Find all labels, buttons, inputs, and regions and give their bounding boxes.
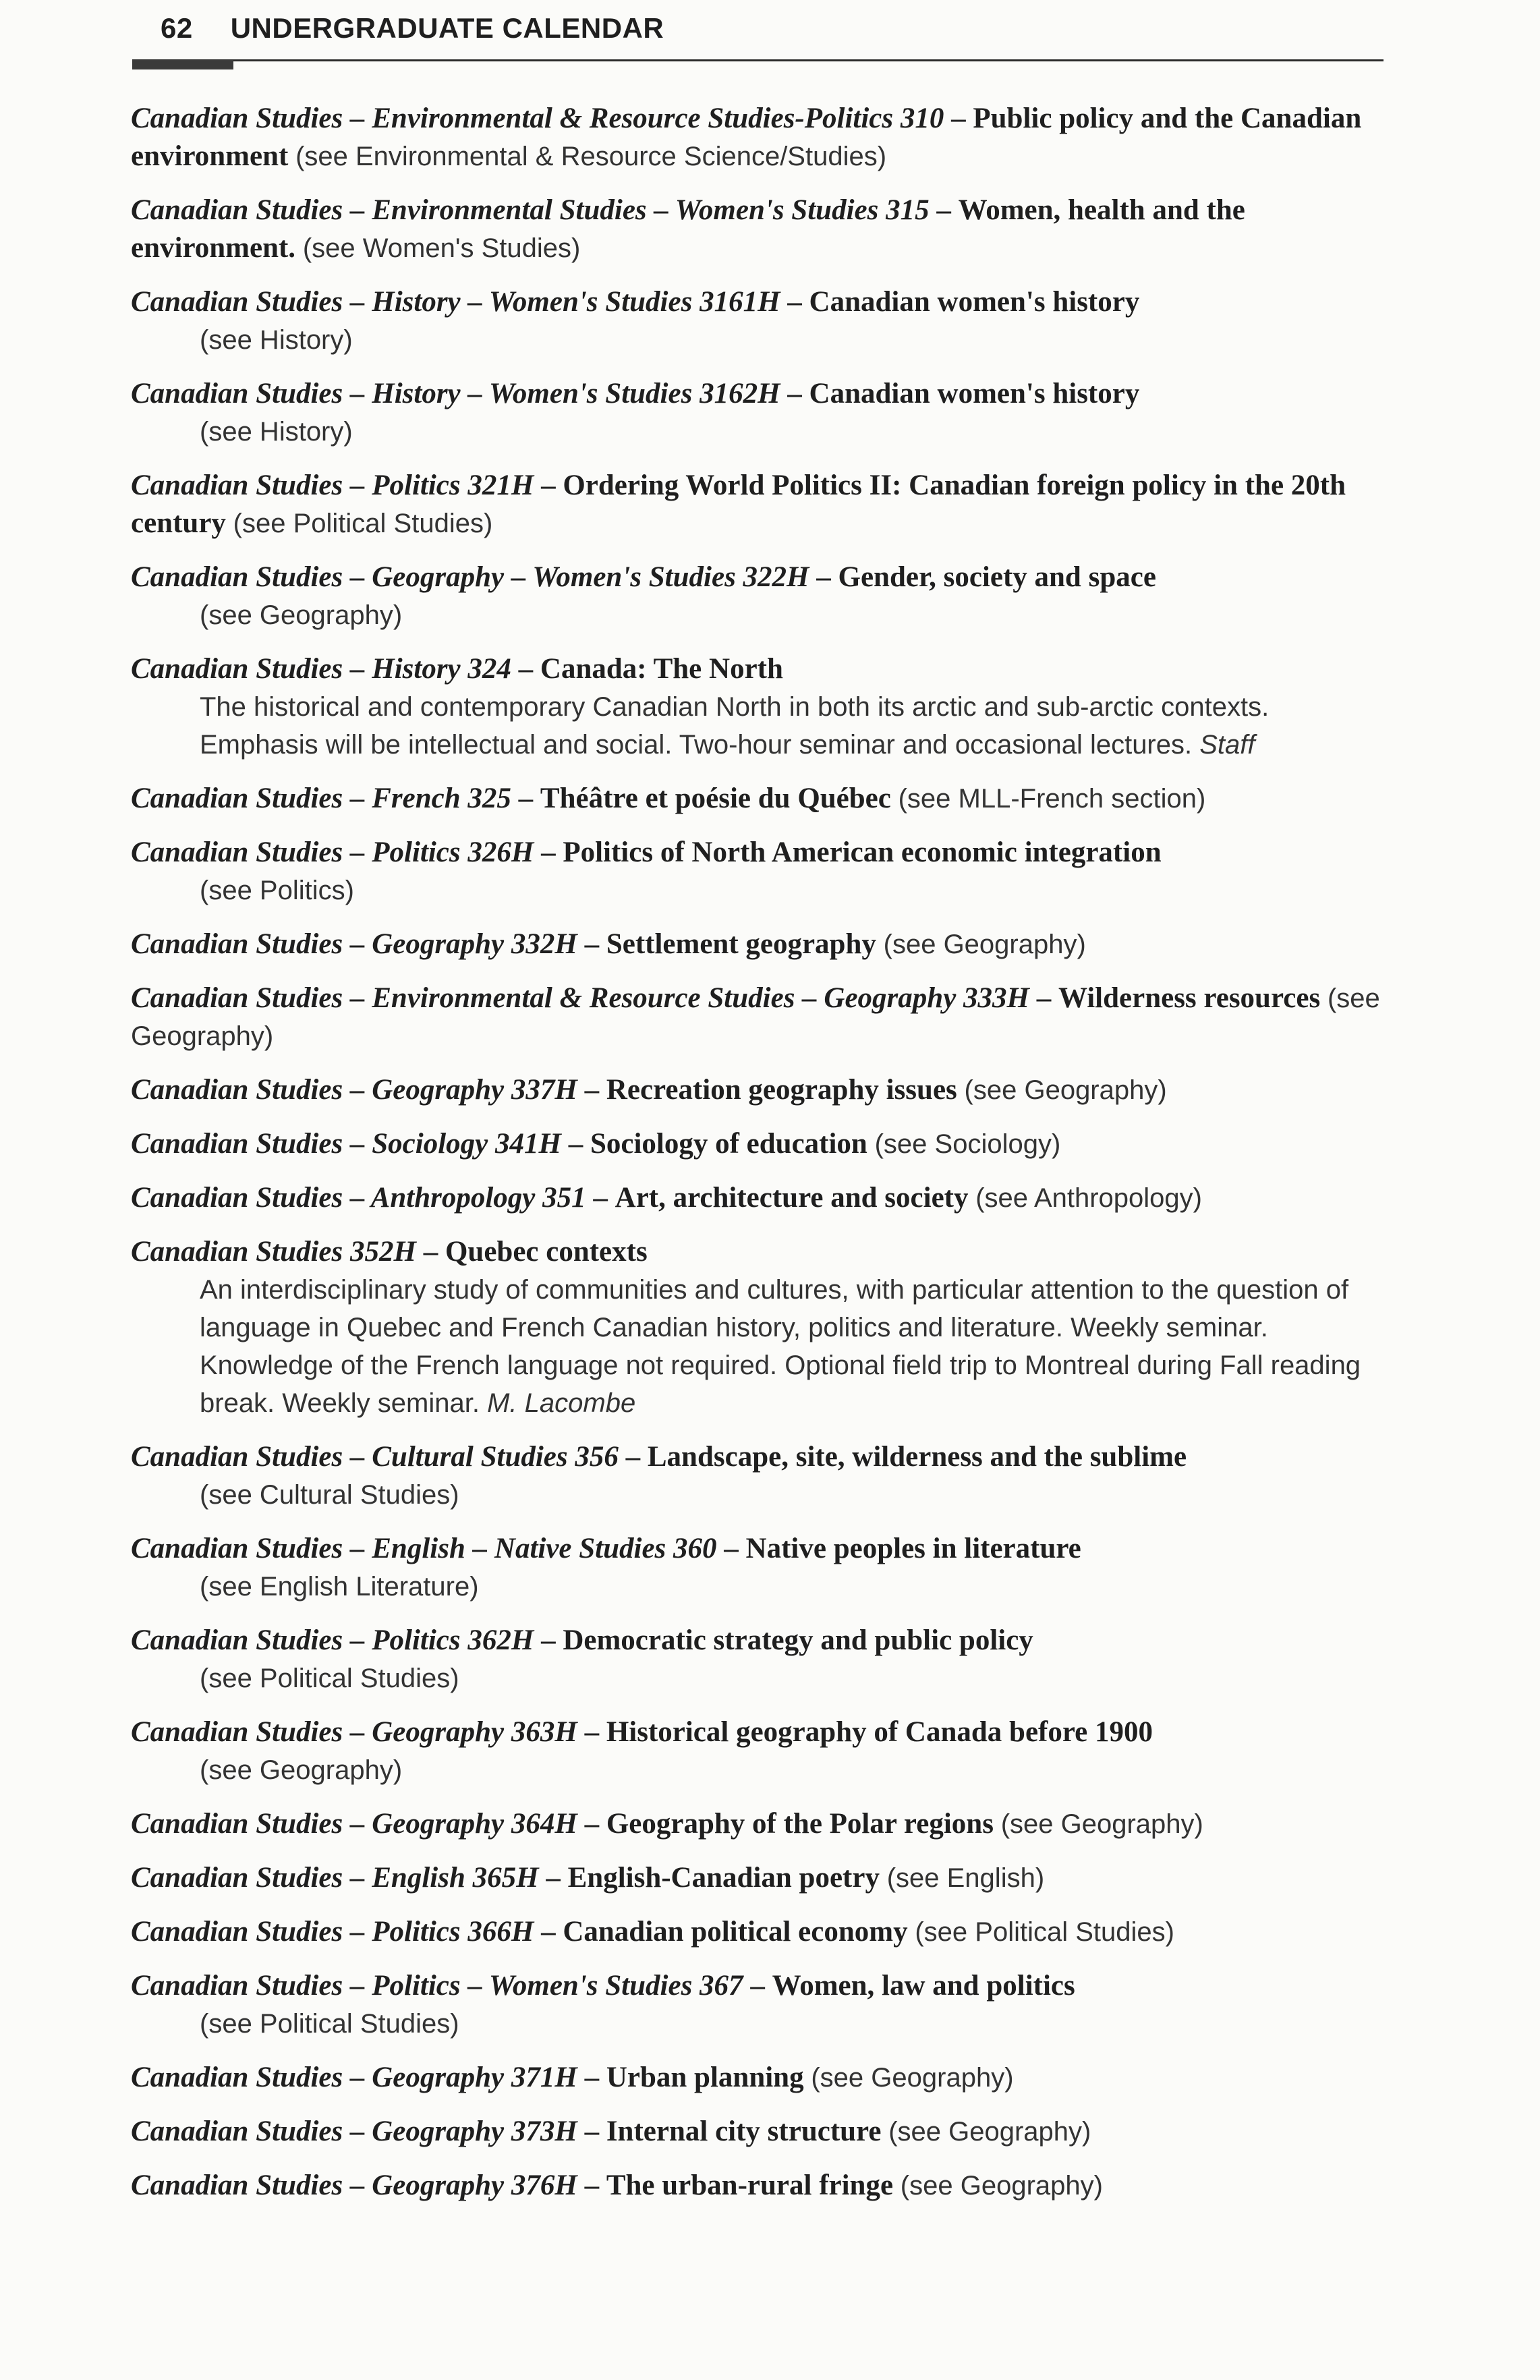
course-title: Wilderness resources bbox=[1058, 982, 1321, 1014]
course-entry bbox=[131, 1071, 1385, 1109]
separator: – bbox=[951, 103, 966, 134]
course-entry bbox=[131, 1967, 1385, 2043]
course-code: Canadian Studies – Politics 326H bbox=[131, 837, 534, 868]
separator: – bbox=[541, 470, 556, 501]
course-entry bbox=[131, 2167, 1385, 2205]
cross-reference: (see Geography) bbox=[811, 2063, 1014, 2093]
separator: – bbox=[787, 378, 802, 409]
course-entry bbox=[131, 1859, 1385, 1897]
course-description bbox=[131, 688, 1385, 764]
separator: – bbox=[936, 194, 951, 226]
separator: – bbox=[584, 1716, 600, 1748]
course-title: Recreation geography issues bbox=[606, 1074, 957, 1106]
course-title: The urban-rural fringe bbox=[606, 2170, 894, 2201]
course-title: Urban planning bbox=[606, 2062, 804, 2093]
header-bar bbox=[132, 60, 233, 69]
course-title: Historical geography of Canada before 1900 bbox=[606, 1716, 1153, 1748]
course-title: Geography of the Polar regions bbox=[606, 1808, 994, 1840]
cross-reference: (see Geography) bbox=[1000, 1809, 1203, 1839]
separator: – bbox=[1036, 982, 1052, 1014]
course-title: Canadian political economy bbox=[563, 1916, 908, 1948]
course-entry bbox=[131, 650, 1385, 764]
course-title: English-Canadian poetry bbox=[567, 1862, 880, 1894]
separator: – bbox=[541, 1624, 556, 1656]
separator: – bbox=[816, 561, 831, 593]
separator: – bbox=[541, 1916, 556, 1948]
course-code: Canadian Studies – History 324 bbox=[131, 653, 511, 685]
course-title: Théâtre et poésie du Québec bbox=[540, 783, 891, 814]
course-title: Landscape, site, wilderness and the sublime bbox=[647, 1441, 1187, 1473]
course-code: Canadian Studies – History – Women's Studies 3161H bbox=[131, 286, 780, 318]
course-list bbox=[131, 100, 1385, 2221]
separator: – bbox=[518, 783, 534, 814]
separator: – bbox=[584, 928, 600, 960]
course-code: Canadian Studies – Politics 321H bbox=[131, 470, 534, 501]
cross-reference: (see Geography) bbox=[883, 930, 1086, 959]
cross-reference: (see English Literature) bbox=[200, 1572, 479, 1602]
separator: – bbox=[584, 1808, 600, 1840]
cross-reference: (see Geography) bbox=[131, 984, 1380, 1051]
running-title: UNDERGRADUATE CALENDAR bbox=[230, 12, 664, 44]
course-title: Canadian women's history bbox=[809, 286, 1140, 318]
cross-reference: (see Geography) bbox=[200, 600, 403, 630]
course-code: Canadian Studies – Geography 373H bbox=[131, 2116, 577, 2147]
course-code: Canadian Studies – English 365H bbox=[131, 1862, 539, 1894]
separator: – bbox=[593, 1182, 608, 1214]
course-entry bbox=[131, 100, 1385, 175]
course-title: Women, health and the environment. bbox=[131, 194, 1245, 264]
instructor: M. Lacombe bbox=[487, 1388, 636, 1418]
course-entry bbox=[131, 980, 1385, 1055]
course-title: Women, law and politics bbox=[772, 1970, 1075, 2002]
course-entry bbox=[131, 375, 1385, 451]
page-number: 62 bbox=[161, 12, 193, 44]
course-entry bbox=[131, 834, 1385, 909]
instructor: Staff bbox=[1199, 730, 1255, 760]
page-header bbox=[161, 12, 1382, 50]
separator: – bbox=[750, 1970, 765, 2002]
cross-reference: (see Geography) bbox=[900, 2171, 1103, 2201]
course-code: Canadian Studies – Cultural Studies 356 bbox=[131, 1441, 619, 1473]
course-title: Canada: The North bbox=[540, 653, 783, 685]
description-text: An interdisciplinary study of communities and cultures, with particular attention to the question of language in Quebec and French Canadian history, politics and literature. Weekly seminar. Knowledge of the French language not required. Optional field trip to Montreal during Fall reading break. Weekly seminar. bbox=[200, 1275, 1361, 1418]
separator: – bbox=[625, 1441, 641, 1473]
cross-reference: (see Environmental & Resource Science/Studies) bbox=[295, 142, 887, 171]
course-title: Settlement geography bbox=[606, 928, 876, 960]
course-code: Canadian Studies – Geography 363H bbox=[131, 1716, 577, 1748]
course-entry bbox=[131, 926, 1385, 963]
course-code: Canadian Studies – Politics 362H bbox=[131, 1624, 534, 1656]
course-code: Canadian Studies – Geography 376H bbox=[131, 2170, 577, 2201]
cross-reference: (see MLL-French section) bbox=[898, 784, 1206, 814]
course-code: Canadian Studies – Geography 371H bbox=[131, 2062, 577, 2093]
description-text: The historical and contemporary Canadian North in both its arctic and sub-arctic contexts. Emphasis will be intellectual and social. Two-hour seminar and occasional lectures. bbox=[200, 692, 1270, 760]
course-title: Sociology of education bbox=[590, 1128, 867, 1160]
course-entry bbox=[131, 559, 1385, 634]
course-code: Canadian Studies – English – Native Studies 360 bbox=[131, 1533, 717, 1564]
cross-reference: (see Political Studies) bbox=[233, 509, 493, 538]
course-entry bbox=[131, 1713, 1385, 1789]
course-title: Democratic strategy and public policy bbox=[563, 1624, 1033, 1656]
course-entry bbox=[131, 1179, 1385, 1217]
course-code: Canadian Studies – Anthropology 351 bbox=[131, 1182, 586, 1214]
separator: – bbox=[584, 2116, 600, 2147]
course-code: Canadian Studies – Geography – Women's Studies 322H bbox=[131, 561, 809, 593]
course-code: Canadian Studies – Politics – Women's Studies 367 bbox=[131, 1970, 743, 2002]
separator: – bbox=[787, 286, 802, 318]
separator: – bbox=[568, 1128, 583, 1160]
cross-reference: (see Cultural Studies) bbox=[200, 1480, 459, 1510]
course-title: Canadian women's history bbox=[809, 378, 1140, 409]
separator: – bbox=[518, 653, 534, 685]
course-entry bbox=[131, 1438, 1385, 1514]
cross-reference: (see Political Studies) bbox=[915, 1917, 1174, 1947]
course-title: Gender, society and space bbox=[838, 561, 1156, 593]
course-code: Canadian Studies – History – Women's Studies 3162H bbox=[131, 378, 780, 409]
cross-reference: (see Women's Studies) bbox=[302, 233, 581, 263]
cross-reference: (see History) bbox=[200, 417, 353, 447]
course-entry bbox=[131, 2113, 1385, 2151]
separator: – bbox=[423, 1236, 438, 1268]
course-code: Canadian Studies – Geography 337H bbox=[131, 1074, 577, 1106]
course-title: Art, architecture and society bbox=[615, 1182, 969, 1214]
course-code: Canadian Studies – French 325 bbox=[131, 783, 511, 814]
cross-reference: (see English) bbox=[886, 1863, 1045, 1893]
cross-reference: (see Geography) bbox=[200, 1755, 403, 1785]
cross-reference: (see History) bbox=[200, 325, 353, 355]
course-entry bbox=[131, 1530, 1385, 1606]
course-entry bbox=[131, 192, 1385, 267]
course-code: Canadian Studies – Politics 366H bbox=[131, 1916, 534, 1948]
separator: – bbox=[546, 1862, 561, 1894]
course-code: Canadian Studies – Environmental & Resource Studies-Politics 310 bbox=[131, 103, 944, 134]
course-code: Canadian Studies – Geography 364H bbox=[131, 1808, 577, 1840]
course-entry bbox=[131, 1125, 1385, 1163]
course-title: Public policy and the Canadian environment bbox=[131, 103, 1362, 172]
separator: – bbox=[724, 1533, 739, 1564]
course-entry bbox=[131, 2059, 1385, 2097]
cross-reference: (see Geography) bbox=[888, 2117, 1091, 2147]
cross-reference: (see Political Studies) bbox=[200, 1664, 459, 1693]
course-title: Quebec contexts bbox=[445, 1236, 648, 1268]
separator: – bbox=[584, 2170, 600, 2201]
course-code: Canadian Studies – Sociology 341H bbox=[131, 1128, 561, 1160]
course-entry bbox=[131, 780, 1385, 818]
cross-reference: (see Sociology) bbox=[874, 1129, 1061, 1159]
course-entry bbox=[131, 467, 1385, 542]
course-code: Canadian Studies 352H bbox=[131, 1236, 416, 1268]
cross-reference: (see Geography) bbox=[964, 1075, 1167, 1105]
separator: – bbox=[584, 1074, 600, 1106]
header-rule bbox=[132, 59, 1384, 61]
course-code: Canadian Studies – Environmental & Resource Studies – Geography 333H bbox=[131, 982, 1029, 1014]
separator: – bbox=[541, 837, 556, 868]
course-entry bbox=[131, 1622, 1385, 1697]
course-title: Ordering World Politics II: Canadian foreign policy in the 20th century bbox=[131, 470, 1346, 539]
course-title: Internal city structure bbox=[606, 2116, 882, 2147]
cross-reference: (see Politics) bbox=[200, 876, 354, 905]
course-title: Native peoples in literature bbox=[745, 1533, 1081, 1564]
course-entry bbox=[131, 1913, 1385, 1951]
course-code: Canadian Studies – Geography 332H bbox=[131, 928, 577, 960]
course-entry bbox=[131, 1233, 1385, 1422]
course-entry bbox=[131, 1805, 1385, 1843]
course-code: Canadian Studies – Environmental Studies – Women's Studies 315 bbox=[131, 194, 930, 226]
course-title: Politics of North American economic integration bbox=[563, 837, 1162, 868]
separator: – bbox=[584, 2062, 600, 2093]
course-description bbox=[131, 1271, 1385, 1422]
cross-reference: (see Political Studies) bbox=[200, 2009, 459, 2039]
course-entry bbox=[131, 283, 1385, 359]
cross-reference: (see Anthropology) bbox=[975, 1183, 1202, 1213]
